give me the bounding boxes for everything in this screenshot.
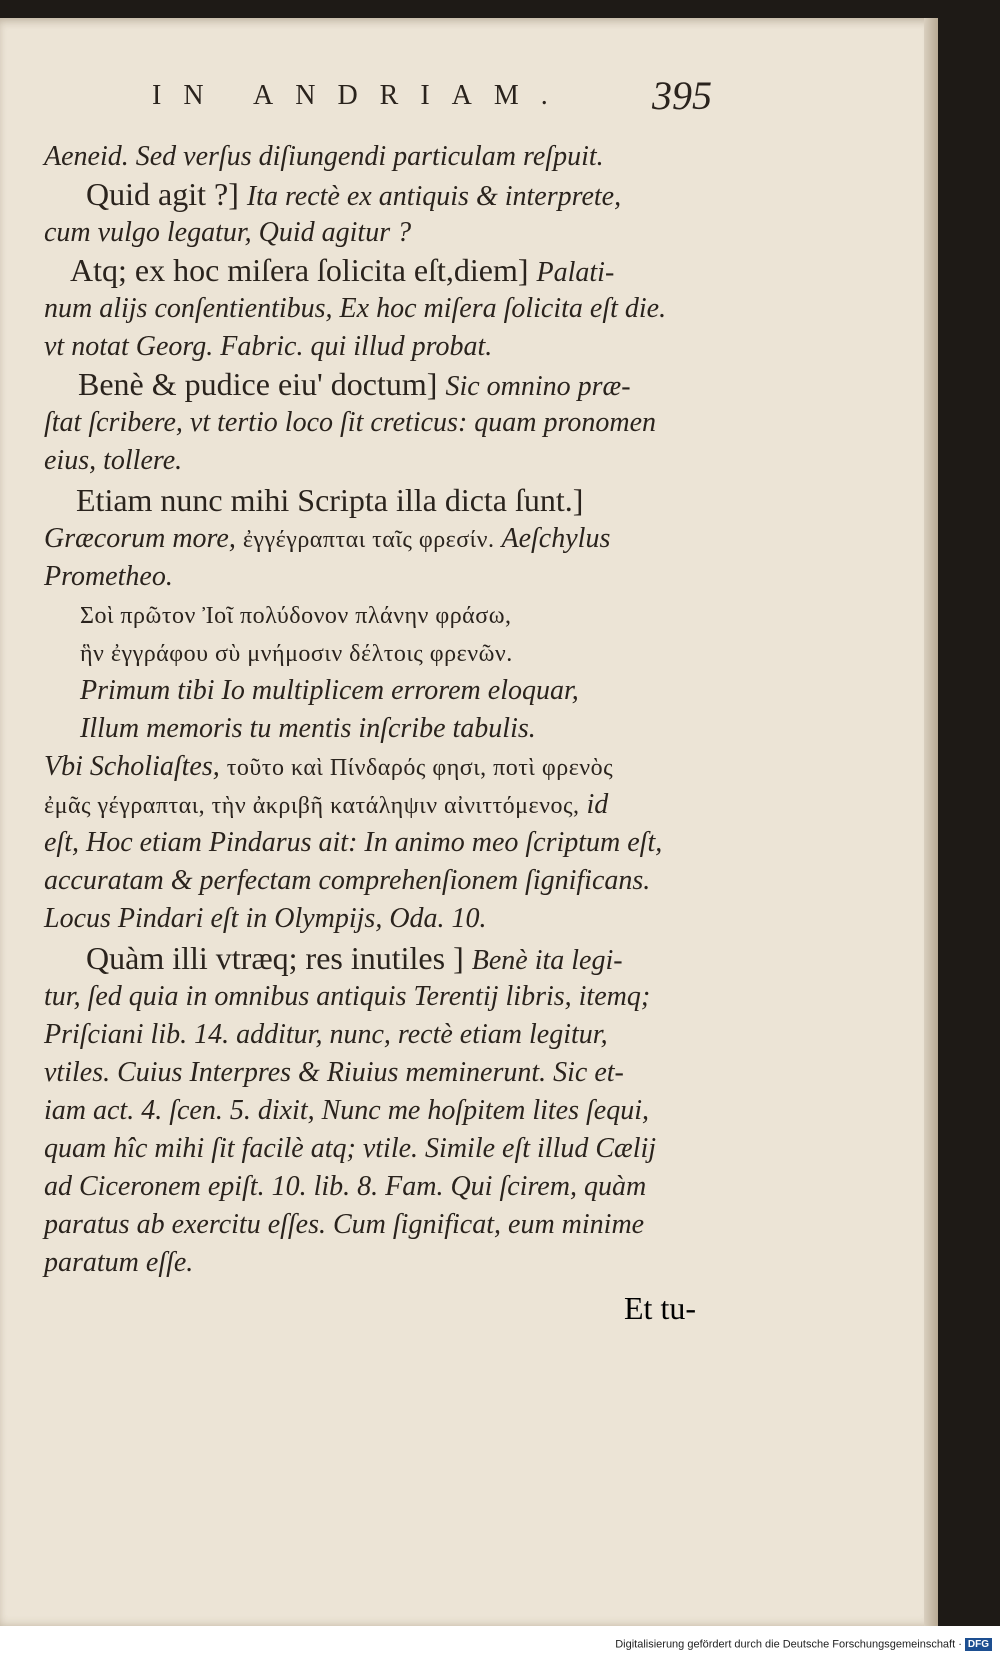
- text-segment: ἣν ἐγγράφου σὺ μνήμοσιν δέλτοις φρενῶν.: [80, 641, 513, 667]
- dfg-logo: DFG: [965, 1638, 992, 1651]
- text-segment: accuratam & perfectam comprehenſionem ſignificans.: [44, 865, 651, 896]
- text-line: [44, 900, 487, 937]
- text-segment: Aeneid. Sed verſus diſiungendi particulam reſpuit.: [44, 141, 604, 172]
- text-segment: ſtat ſcribere, vt tertio loco ſit creticus: quam pronomen: [44, 407, 656, 438]
- text-segment: quam hîc mihi ſit facilè atq; vtile. Simile eſt illud Cælij: [44, 1133, 657, 1164]
- text-segment: num alijs conſentientibus, Ex hoc miſera ſolicita eſt die.: [44, 293, 667, 324]
- text-segment: Prometheo.: [44, 561, 173, 592]
- text-segment: Aeſchylus: [494, 523, 611, 554]
- text-segment: eſt, Hoc etiam Pindarus ait: In animo meo ſcriptum eſt,: [44, 827, 663, 858]
- text-segment: iam act. 4. ſcen. 5. dixit, Nunc me hoſpitem lites ſequi,: [44, 1095, 649, 1126]
- digitization-credit: [615, 1638, 992, 1651]
- text-line: [80, 672, 579, 709]
- text-line: [78, 366, 631, 405]
- text-line: [44, 824, 662, 861]
- text-line: [44, 214, 411, 251]
- text-line: [44, 1168, 646, 1205]
- text-segment: cum vulgo legatur, Quid agitur ?: [44, 217, 412, 248]
- text-segment: Illum memoris tu mentis inſcribe tabulis.: [80, 713, 536, 744]
- text-segment: Benè & pudice eiu' doctum]: [78, 366, 446, 402]
- text-line: [44, 1092, 649, 1129]
- text-line: [80, 596, 512, 634]
- text-segment: Etiam nunc mihi Scripta illa dicta ſunt.]: [76, 482, 584, 518]
- page-edge: [924, 18, 938, 1626]
- text-segment: vtiles. Cuius Interpres & Riuius meminerunt. Sic et-: [44, 1057, 624, 1088]
- text-line: [86, 940, 623, 979]
- text-line: [44, 290, 666, 327]
- text-line: [44, 404, 656, 441]
- text-segment: vt notat Georg. Fabric. qui illud probat.: [44, 331, 493, 362]
- text-line: [76, 482, 583, 520]
- text-line: [44, 328, 492, 365]
- text-segment: Sic omnino præ-: [445, 371, 631, 402]
- text-line: [44, 138, 604, 175]
- text-segment: Locus Pindari eſt in Olympijs, Oda. 10.: [44, 903, 487, 934]
- text-segment: Σοὶ πρῶτον Ἰοῖ πολύδονον πλάνην φράσω,: [80, 603, 512, 629]
- text-line: [80, 710, 536, 747]
- text-segment: ἐμᾶς γέγραπται, τὴν ἀκριβῆ κατάληψιν αἰνιττόμενος,: [44, 793, 580, 819]
- text-line: [44, 978, 650, 1015]
- text-segment: Ita rectè ex antiquis & interprete,: [246, 181, 622, 212]
- text-segment: Quid agit ?]: [86, 176, 247, 212]
- text-segment: ἐγγέγραπται ταῖς φρεσίν.: [242, 527, 495, 553]
- text-line: [44, 520, 610, 558]
- text-segment: eius, tollere.: [44, 445, 183, 476]
- text-segment: paratum eſſe.: [44, 1247, 194, 1278]
- text-segment: Atq; ex hoc miſera ſolicita eſt,diem]: [70, 252, 537, 288]
- text-line: [44, 1016, 608, 1053]
- text-segment: Quàm illi vtræq; res inutiles ]: [86, 940, 472, 976]
- text-segment: tur, ſed quia in omnibus antiquis Terentij libris, itemq;: [44, 981, 651, 1012]
- text-line: [70, 252, 614, 291]
- catchword: Et tu-: [624, 1290, 696, 1326]
- text-segment: ad Ciceronem epiſt. 10. lib. 8. Fam. Qui ſcirem, quàm: [44, 1171, 647, 1202]
- page-number: 395: [652, 73, 712, 118]
- text-segment: paratus ab exercitu eſſes. Cum ſignificat, eum minime: [44, 1209, 645, 1240]
- running-title: IN ANDRIAM.: [152, 80, 570, 111]
- text-segment: Primum tibi Io multiplicem errorem eloquar,: [80, 675, 579, 706]
- text-line: [44, 558, 173, 595]
- text-line: [44, 1206, 644, 1243]
- text-line: [80, 634, 513, 672]
- text-line: [44, 862, 650, 899]
- text-segment: Benè ita legi-: [471, 945, 623, 976]
- text-segment: Græcorum more,: [44, 523, 243, 554]
- text-line: [44, 442, 182, 479]
- text-line: [44, 786, 608, 824]
- text-line: [86, 176, 621, 215]
- text-line: [44, 1130, 656, 1167]
- credit-text: Digitalisierung gefördert durch die Deutsche Forschungsgemeinschaft ·: [615, 1638, 962, 1651]
- text-segment: Priſciani lib. 14. additur, nunc, rectè etiam legitur,: [44, 1019, 608, 1050]
- text-segment: Vbi Scholiaſtes,: [44, 751, 227, 782]
- text-segment: τοῦτο καὶ Πίνδαρός φησι, ποτὶ φρενὸς: [226, 755, 614, 781]
- text-line: [44, 1244, 193, 1281]
- text-line: [44, 748, 613, 786]
- text-segment: Palati-: [536, 257, 615, 288]
- text-line: [44, 1054, 624, 1091]
- text-segment: id: [579, 789, 609, 820]
